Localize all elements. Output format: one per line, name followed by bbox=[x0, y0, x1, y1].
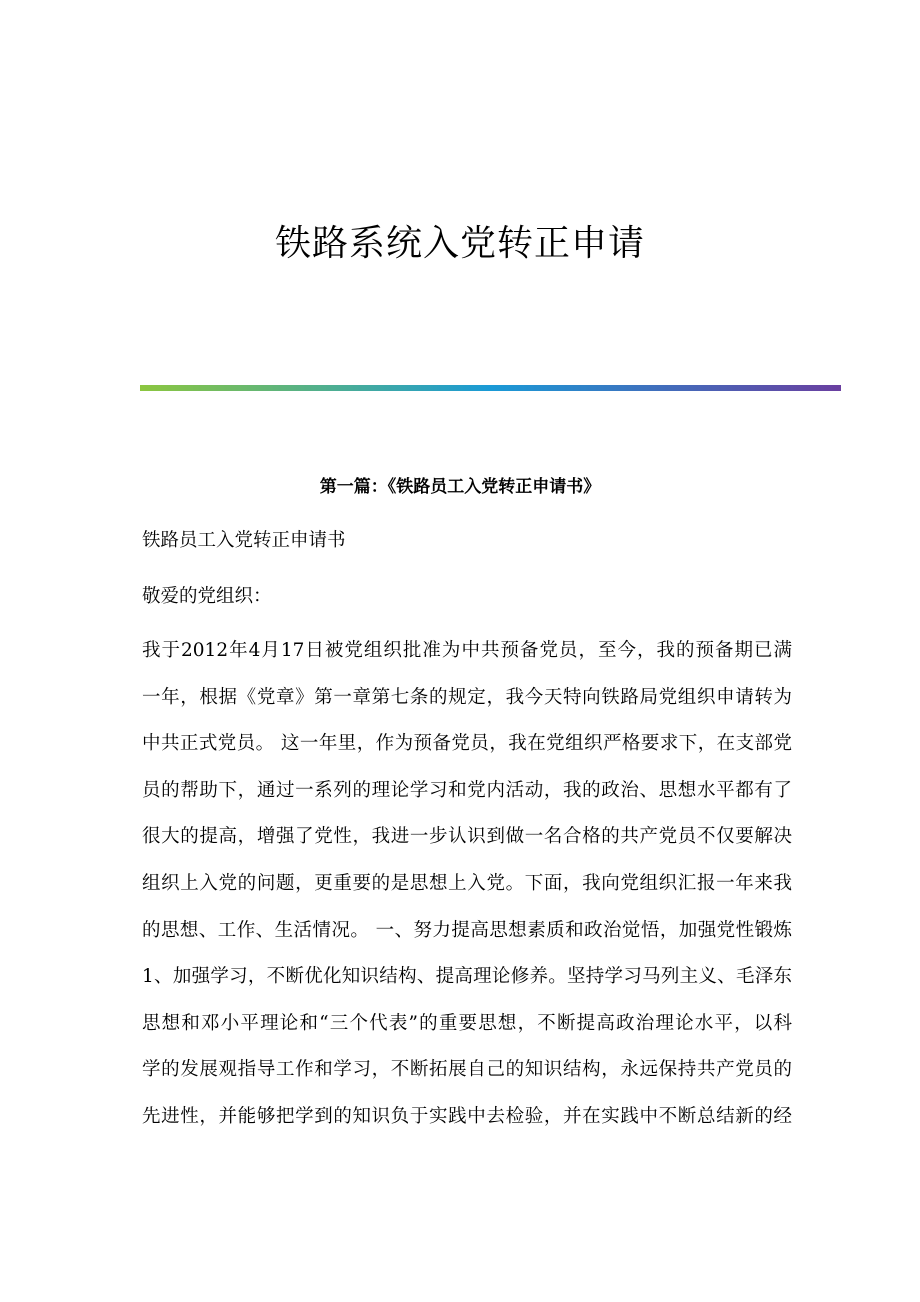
body-line: 员的帮助下，通过一系列的理论学习和党内活动，我的政治、思想水平都有了 bbox=[142, 779, 792, 801]
body-text bbox=[142, 628, 792, 1141]
body-line: 1、加强学习，不断优化知识结构、提高理论修养。坚持学习马列主义、毛泽东 bbox=[142, 966, 792, 988]
body-line: 的思想、工作、生活情况。 一、努力提高思想素质和政治觉悟，加强党性锻炼 bbox=[142, 919, 792, 941]
accent-divider bbox=[140, 385, 841, 391]
body-line: 中共正式党员。 这一年里，作为预备党员，我在党组织严格要求下，在支部党 bbox=[142, 733, 792, 755]
body-line: 我于2012年4月17日被党组织批准为中共预备党员，至今，我的预备期已满 bbox=[142, 640, 792, 661]
document-title: 铁路系统入党转正申请 bbox=[274, 223, 645, 264]
body-line: 思想和邓小平理论和“三个代表”的重要思想，不断提高政治理论水平，以科 bbox=[142, 1012, 792, 1034]
body-line: 组织上入党的问题，更重要的是思想上入党。下面，我向党组织汇报一年来我 bbox=[142, 872, 792, 894]
subtitle: 铁路员工入党转正申请书 bbox=[142, 530, 346, 551]
section-heading: 第一篇：《铁路员工入党转正申请书》 bbox=[319, 477, 601, 497]
body-line: 很大的提高，增强了党性，我进一步认识到做一名合格的共产党员不仅要解决 bbox=[142, 826, 792, 848]
body-line: 一年，根据《党章》第一章第七条的规定，我今天特向铁路局党组织申请转为 bbox=[142, 686, 792, 708]
body-line: 学的发展观指导工作和学习，不断拓展自己的知识结构，永远保持共产党员的 bbox=[142, 1059, 792, 1081]
salutation: 敬爱的党组织： bbox=[142, 586, 272, 607]
body-line: 先进性，并能够把学到的知识负于实践中去检验，并在实践中不断总结新的经 bbox=[142, 1105, 792, 1127]
